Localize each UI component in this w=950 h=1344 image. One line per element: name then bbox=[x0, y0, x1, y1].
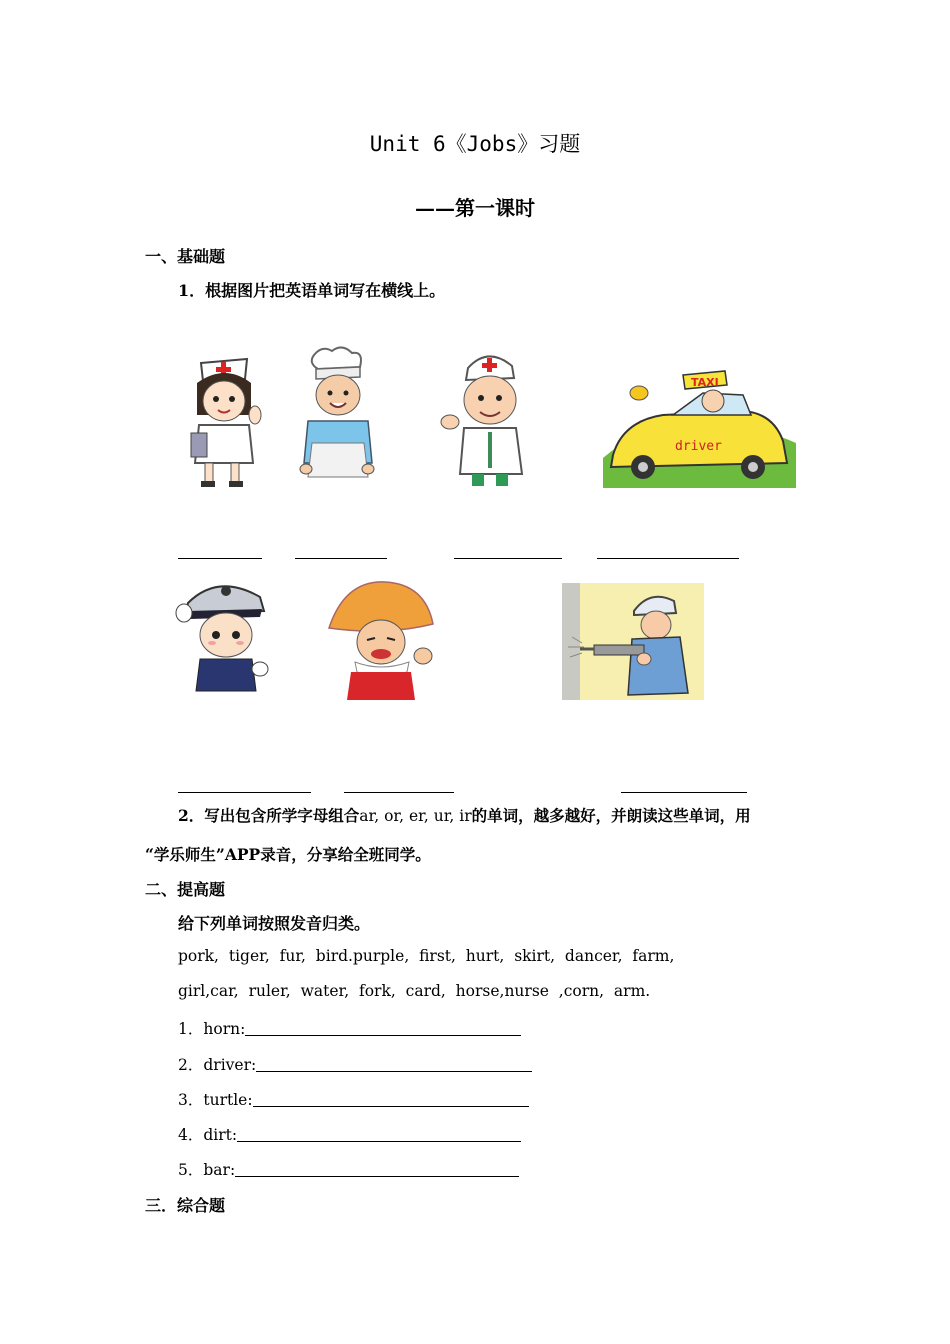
category-word-bar: bar: bbox=[203, 1161, 236, 1179]
category-number: 1． bbox=[178, 1020, 204, 1038]
category-row bbox=[178, 1017, 521, 1039]
category-word-turtle: turtle: bbox=[203, 1091, 253, 1109]
answer-blank-6[interactable] bbox=[344, 792, 454, 793]
section2-instruction: 给下列单词按照发音归类。 bbox=[178, 914, 371, 933]
car-driver-label: driver bbox=[675, 439, 722, 454]
answer-blank-1[interactable] bbox=[178, 558, 262, 559]
question2-letters: ar, or, er, ur, ir bbox=[359, 807, 472, 825]
page-title: Unit 6《Jobs》习题 bbox=[369, 132, 581, 156]
category-number: 2． bbox=[178, 1056, 204, 1074]
question1-instruction: 1．根据图片把英语单词写在横线上。 bbox=[178, 281, 446, 300]
category-blank-1[interactable] bbox=[245, 1035, 521, 1036]
answer-blank-5[interactable] bbox=[178, 792, 311, 793]
question2-text-a: 2．写出包含所学字母组合 bbox=[178, 806, 360, 825]
farmer-picture bbox=[325, 576, 438, 700]
category-row bbox=[178, 1158, 519, 1180]
category-blank-3[interactable] bbox=[253, 1106, 529, 1107]
word-list-line1: pork, tiger, fur, bird.purple, first, hurt, skirt, dancer, farm, bbox=[178, 947, 675, 965]
category-blank-5[interactable] bbox=[235, 1176, 519, 1177]
category-number: 3． bbox=[178, 1091, 204, 1109]
category-word-dirt: dirt: bbox=[203, 1126, 238, 1144]
answer-blank-4[interactable] bbox=[597, 558, 739, 559]
category-number: 4． bbox=[178, 1126, 204, 1144]
question2-app-quote: “学乐师生” bbox=[145, 845, 225, 864]
policeman-picture bbox=[168, 573, 275, 700]
question2-app-name: APP bbox=[224, 845, 261, 864]
nurse-picture bbox=[185, 353, 265, 488]
category-blank-2[interactable] bbox=[256, 1071, 532, 1072]
category-row bbox=[178, 1053, 532, 1075]
question2-line2 bbox=[145, 843, 431, 865]
category-word-driver: driver: bbox=[203, 1056, 257, 1074]
section1-heading: 一、基础题 bbox=[145, 247, 226, 266]
answer-blank-2[interactable] bbox=[295, 558, 387, 559]
category-word-horn: horn: bbox=[203, 1020, 246, 1038]
doctor-picture bbox=[440, 348, 536, 488]
question2-text-c: 的单词，越多越好，并朗读这些单词，用 bbox=[471, 806, 751, 825]
worker-picture bbox=[562, 583, 704, 700]
cook-picture bbox=[298, 345, 376, 488]
taxi-driver-picture bbox=[603, 363, 796, 488]
word-list-line2: girl,car, ruler, water, fork, card, horse,nurse ,corn, arm. bbox=[178, 982, 651, 1000]
category-blank-4[interactable] bbox=[237, 1141, 521, 1142]
page-subtitle: ——第一课时 bbox=[415, 196, 535, 220]
answer-blank-7[interactable] bbox=[621, 792, 747, 793]
taxi-sign-text: TAXI bbox=[691, 376, 719, 389]
question2-line1 bbox=[178, 804, 751, 826]
category-number: 5． bbox=[178, 1161, 204, 1179]
category-row bbox=[178, 1123, 521, 1145]
answer-blank-3[interactable] bbox=[454, 558, 562, 559]
section3-heading: 三．综合题 bbox=[145, 1196, 226, 1215]
question2-text-end: 录音，分享给全班同学。 bbox=[260, 845, 431, 864]
section2-heading: 二、提高题 bbox=[145, 880, 226, 899]
category-row bbox=[178, 1088, 529, 1110]
